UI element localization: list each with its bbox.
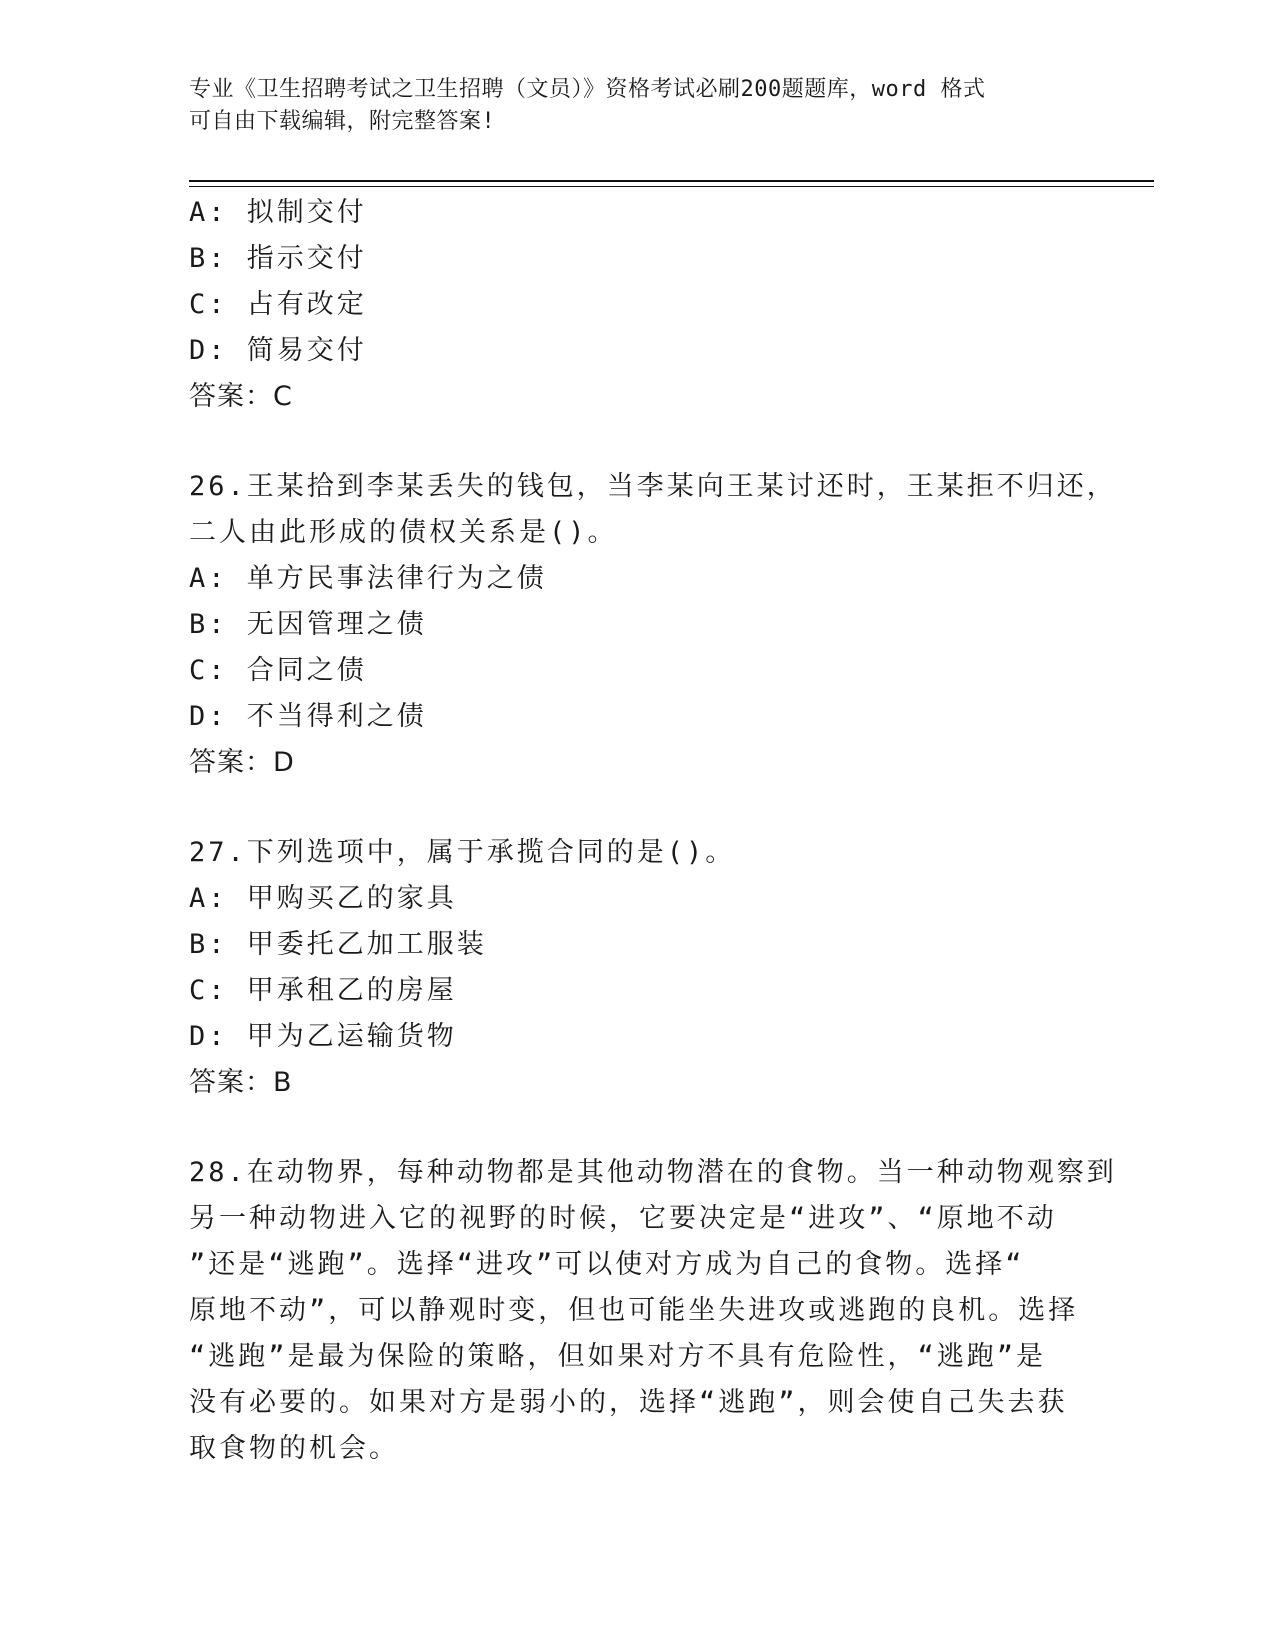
option-d: D: 不当得利之债 [189,701,427,732]
spacer [189,1106,1089,1150]
answer-line: 答案：B [189,1067,293,1098]
header-line-1: 专业《卫生招聘考试之卫生招聘（文员）》资格考试必刷200题题库，word 格式 [189,77,986,102]
question-stem-line-2: 二人由此形成的债权关系是()。 [189,517,618,548]
question-stem-line-5: “逃跑”是最为保险的策略，但如果对方不具有危险性，“逃跑”是 [189,1341,1047,1372]
question-stem-line-4: 原地不动”，可以静观时变，但也可能坐失进攻或逃跑的良机。选择 [189,1295,1079,1326]
option-b: B: 无因管理之债 [189,609,427,640]
option-a: A: 拟制交付 [189,197,367,228]
question-stem-line-1: 27.下列选项中，属于承揽合同的是()。 [189,837,736,868]
header-line-2: 可自由下载编辑，附完整答案! [189,109,496,134]
question-26 [189,464,1117,786]
question-stem-line-2: 另一种动物进入它的视野的时候，它要决定是“进攻”、“原地不动 [189,1203,1057,1234]
option-b: B: 指示交付 [189,243,367,274]
answer-line: 答案：C [189,381,293,412]
spacer [189,786,1089,830]
option-a: A: 甲购买乙的家具 [189,883,457,914]
option-b: B: 甲委托乙加工服装 [189,929,487,960]
option-d: D: 简易交付 [189,335,367,366]
question-stem-line-1: 28.在动物界，每种动物都是其他动物潜在的食物。当一种动物观察到 [189,1157,1117,1188]
option-d: D: 甲为乙运输货物 [189,1021,457,1052]
spacer [189,420,1089,464]
question-25 [189,190,1089,420]
question-content [189,190,1117,1472]
document-header [189,74,1069,138]
question-27 [189,830,1089,1106]
header-divider-thin [189,186,1154,187]
question-28 [189,1150,1117,1472]
option-c: C: 占有改定 [189,289,367,320]
question-stem-line-1: 26.王某拾到李某丢失的钱包，当李某向王某讨还时，王某拒不归还， [189,471,1117,502]
option-a: A: 单方民事法律行为之债 [189,563,547,594]
question-stem-line-6: 没有必要的。如果对方是弱小的，选择“逃跑”，则会使自己失去获 [189,1387,1068,1418]
option-c: C: 甲承租乙的房屋 [189,975,457,1006]
header-divider-thick [189,180,1154,182]
question-stem-line-7: 取食物的机会。 [189,1433,399,1464]
question-stem-line-3: ”还是“逃跑”。选择“进攻”可以使对方成为自己的食物。选择“ [189,1249,1025,1280]
option-c: C: 合同之债 [189,655,367,686]
answer-line: 答案：D [189,747,295,778]
